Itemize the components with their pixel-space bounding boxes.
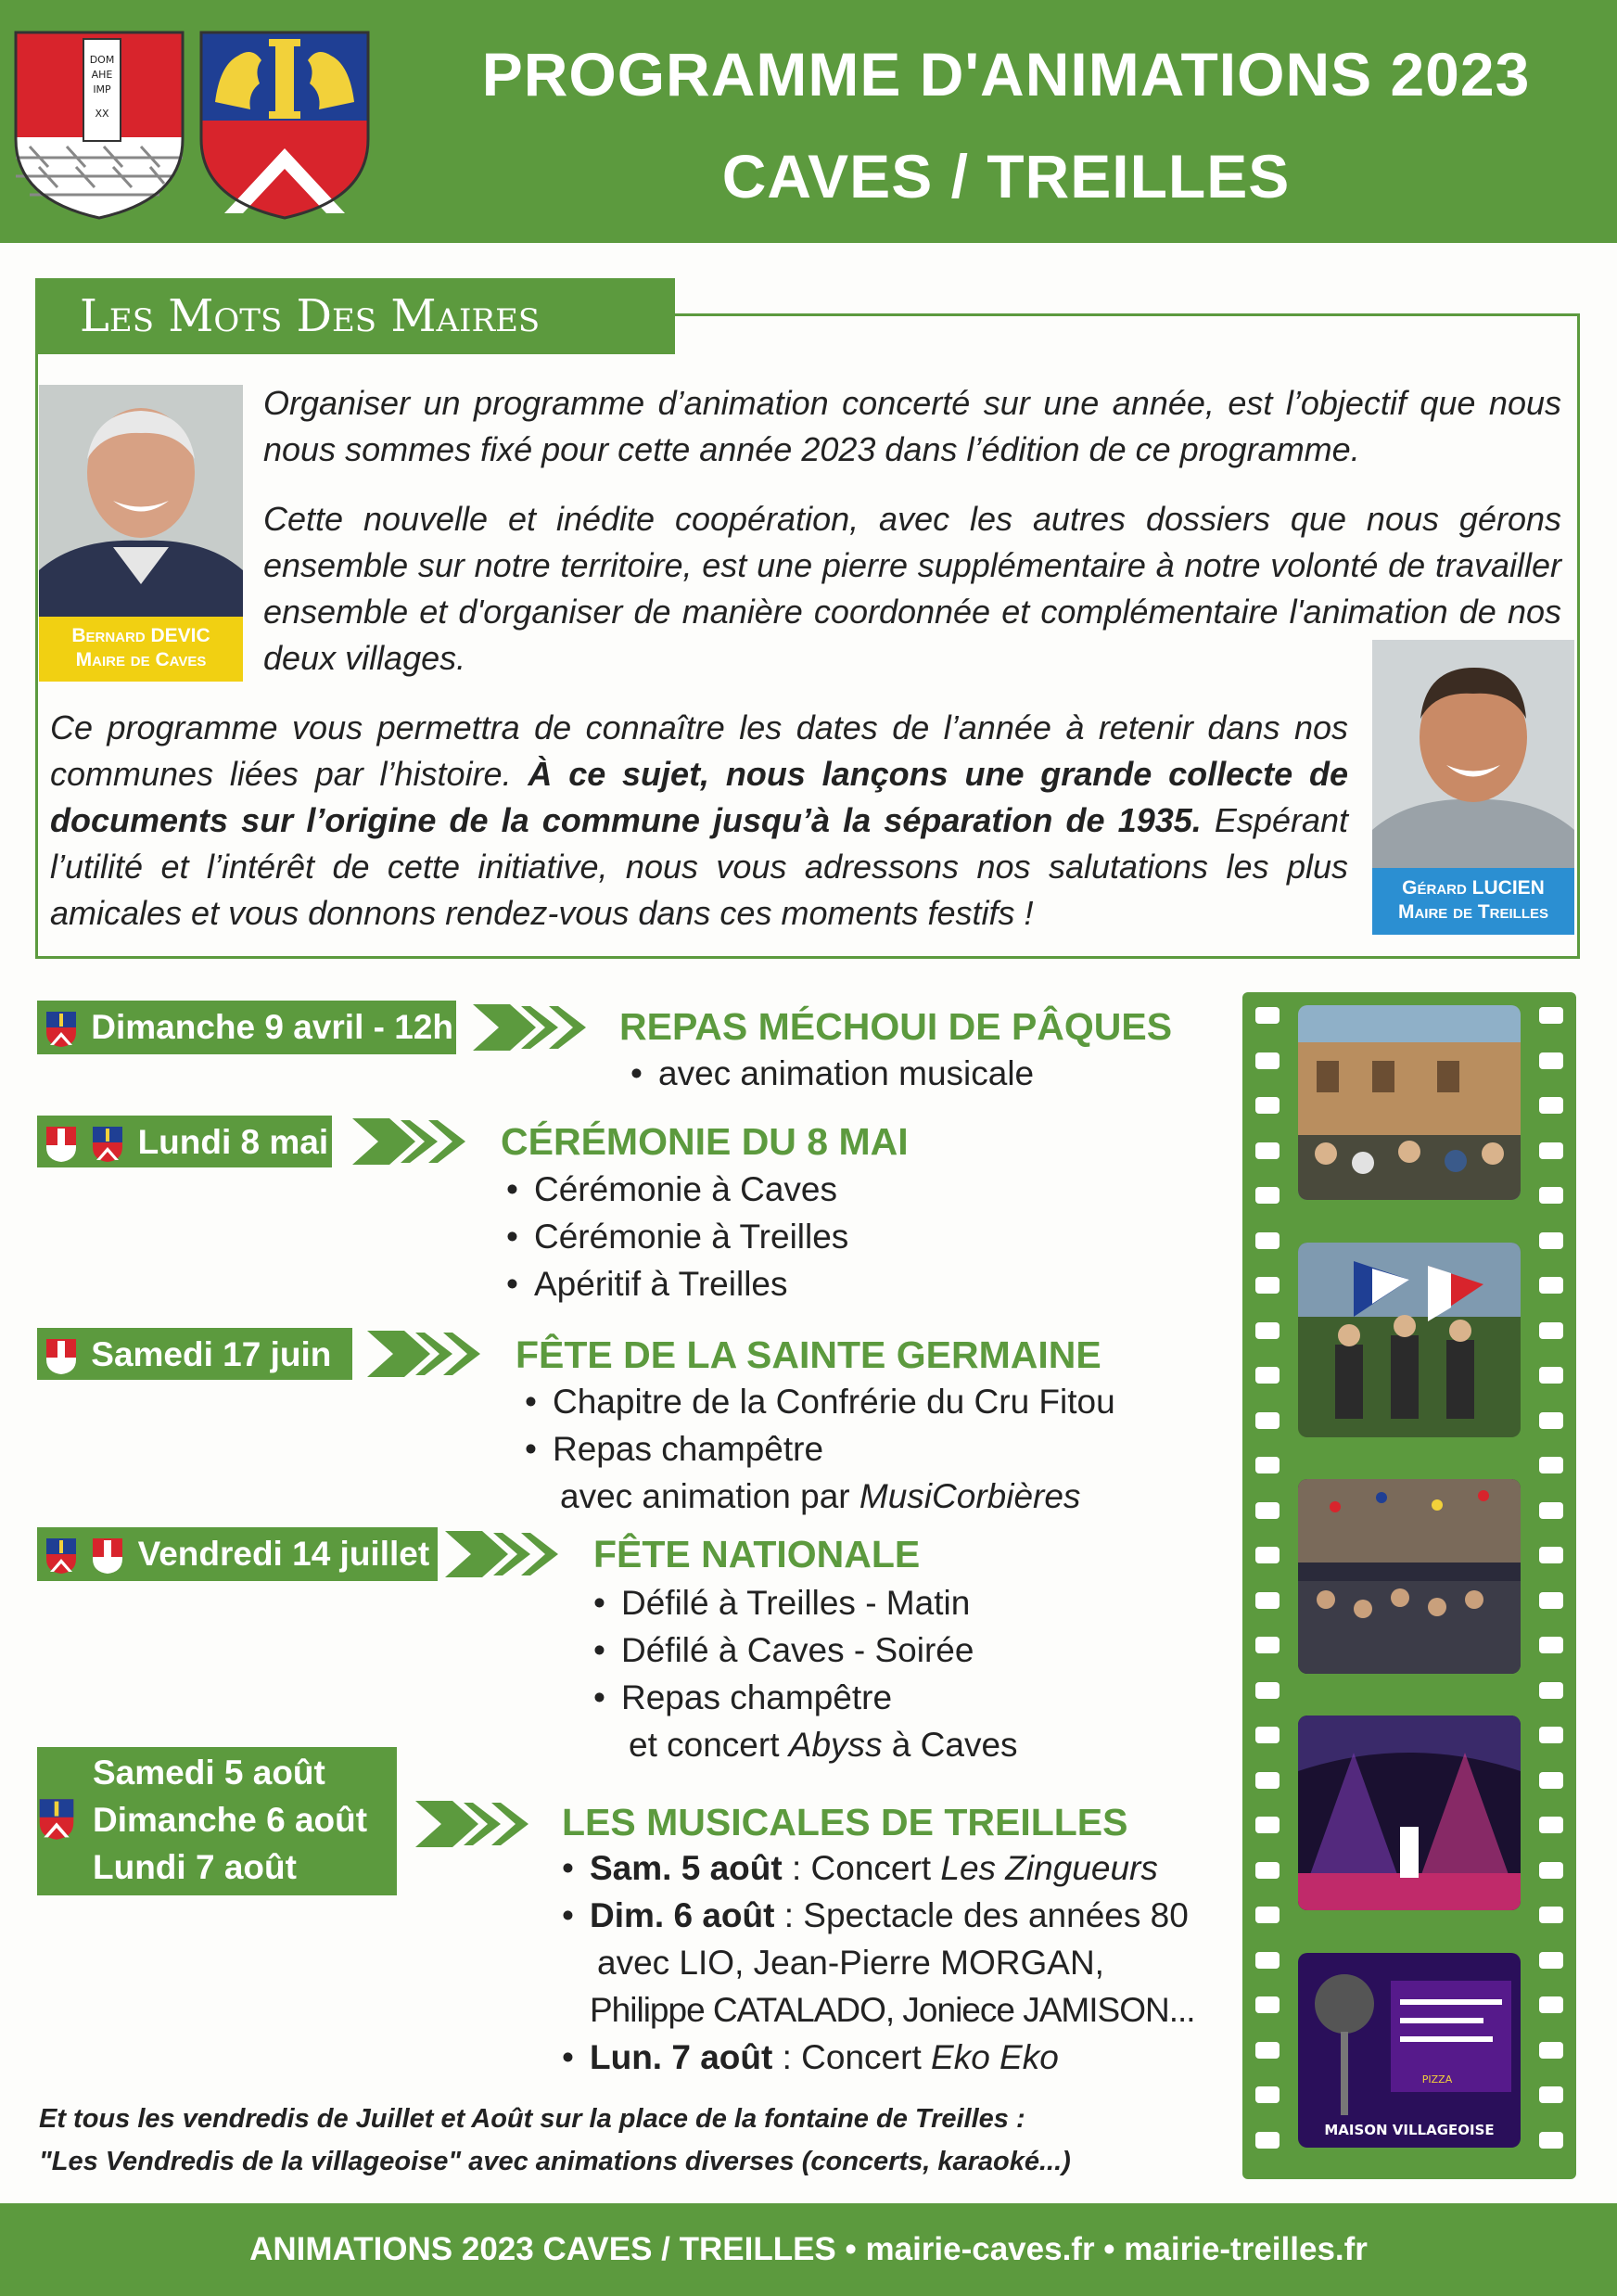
- film-sprocket-hole: [1255, 1637, 1280, 1653]
- film-sprocket-hole: [1539, 1996, 1563, 2013]
- mayor2-name: Gérard LUCIEN: [1402, 877, 1545, 899]
- film-sprocket-hole: [1255, 1502, 1280, 1519]
- film-sprocket-hole: [1255, 1007, 1280, 1024]
- event4-item-3: • Repas champêtre: [593, 1674, 1018, 1721]
- film-photo-ceremony: [1298, 1243, 1521, 1437]
- event1-date-banner: [37, 1001, 456, 1054]
- mayor2-caption: [1372, 868, 1574, 935]
- event5-item-1: [562, 1844, 1195, 1892]
- film-sprocket-hole: [1539, 1322, 1563, 1339]
- event4-date-banner: [37, 1527, 438, 1581]
- film-sprocket-hole: [1539, 1637, 1563, 1653]
- footer-banner: ANIMATIONS 2023 CAVES / TREILLES • mairie-caves.fr • mairie-treilles.fr: [0, 2203, 1617, 2296]
- treilles-crest-icon: [91, 1125, 124, 1164]
- event3-cont-b: MusiCorbières: [859, 1477, 1081, 1515]
- header-banner: [0, 0, 1617, 243]
- film-sprocket-hole: [1539, 1187, 1563, 1204]
- event5-item-2: [562, 1892, 1195, 1939]
- friday-note: [39, 2098, 1207, 2183]
- event2-date-banner: [37, 1116, 332, 1167]
- event2-title: CÉRÉMONIE DU 8 MAI: [501, 1120, 909, 1163]
- event4-cont-c: à Caves: [882, 1726, 1018, 1764]
- caves-crest-icon: [45, 1337, 78, 1376]
- caves-crest-icon: [91, 1537, 124, 1575]
- event4-cont-a: et concert: [629, 1726, 789, 1764]
- page-title-line-1: PROGRAMME D'ANIMATIONS 2023: [481, 40, 1531, 108]
- event5-date-banner: [37, 1747, 397, 1895]
- mayors-paragraph-3a: Ce programme vous permettra de connaître les dates de l’année à retenir dans nos communes liées par l’histoire.: [50, 708, 1348, 793]
- event5-arrows-icon: [415, 1797, 545, 1851]
- event5-item-2-line-3: Philippe CATALADO, Joniece JAMISON...: [590, 1991, 1195, 2029]
- event4-item-3-continuation: [593, 1721, 1018, 1768]
- treilles-crest-logo: [197, 28, 373, 223]
- film-sprocket-hole: [1539, 1142, 1563, 1159]
- event4-title: FÊTE NATIONALE: [593, 1533, 921, 1575]
- film-sprocket-hole: [1255, 1097, 1280, 1114]
- event5-item-2-text: : Spectacle des années 80: [774, 1896, 1189, 1934]
- event5-item-2-date: Dim. 6 août: [590, 1896, 775, 1934]
- event5-item-1-text: : Concert: [782, 1849, 941, 1887]
- film-sprocket-hole: [1255, 1727, 1280, 1743]
- mayors-paragraph-3c: Espérant l’utilité et l’intérêt de cette initiative, nous vous adressons nos salutations les plus amicales et vous donnons rendez-vous dans ces moments festifs !: [50, 801, 1348, 932]
- event5-item-2-line-2: avec LIO, Jean-Pierre MORGAN,: [597, 1944, 1104, 1982]
- film-sprocket-hole: [1539, 1412, 1563, 1429]
- film-sprocket-hole: [1539, 1502, 1563, 1519]
- mayor2-role: Maire de Treilles: [1397, 901, 1548, 923]
- film-sprocket-hole: [1539, 1592, 1563, 1609]
- event1-date: Dimanche 9 avril - 12h: [91, 1008, 454, 1046]
- film-sprocket-hole: [1255, 1367, 1280, 1384]
- event4-list: [593, 1579, 1018, 1768]
- event4-date: Vendredi 14 juillet: [137, 1535, 430, 1573]
- film-sprocket-hole: [1539, 1907, 1563, 1923]
- event5-item-3: [562, 2034, 1195, 2081]
- film-sprocket-hole: [1539, 1952, 1563, 1969]
- mayor1-role: Maire de Caves: [75, 649, 207, 670]
- film-sprocket-hole: [1255, 1322, 1280, 1339]
- film-sprocket-hole: [1539, 1772, 1563, 1789]
- crest-text-3: IMP: [93, 83, 111, 96]
- event2-arrows-icon: [352, 1115, 482, 1168]
- mayors-words-heading: Les Mots Des Maires: [35, 278, 675, 354]
- treilles-crest-icon: [45, 1010, 78, 1049]
- event5-list: [562, 1844, 1195, 2081]
- film-sprocket-hole: [1539, 1097, 1563, 1114]
- event5-item-1-artist: Les Zingueurs: [940, 1849, 1158, 1887]
- event5-item-3-text: : Concert: [772, 2038, 932, 2076]
- film-photo-easter-lunch: [1298, 1005, 1521, 1200]
- film-sprocket-hole: [1539, 1727, 1563, 1743]
- event1-arrows-icon: [473, 1001, 603, 1054]
- poster-pizza-text: PIZZA: [1421, 2073, 1453, 2086]
- crest-text-4: XX: [95, 108, 109, 120]
- mayors-paragraph-3: [50, 705, 1348, 937]
- friday-note-line-1: Et tous les vendredis de Juillet et Août sur la place de la fontaine de Treilles :: [39, 2104, 1025, 2134]
- film-sprocket-hole: [1539, 1817, 1563, 1833]
- film-sprocket-hole: [1255, 1682, 1280, 1699]
- event2-date: Lundi 8 mai: [137, 1123, 329, 1161]
- film-sprocket-hole: [1255, 1457, 1280, 1473]
- crest-text-2: AHE: [91, 69, 113, 81]
- film-sprocket-hole: [1539, 1457, 1563, 1473]
- film-sprocket-hole: [1255, 1052, 1280, 1069]
- event3-title: FÊTE DE LA SAINTE GERMAINE: [516, 1333, 1101, 1376]
- treilles-crest-icon: [45, 1537, 78, 1575]
- event1-title: REPAS MÉCHOUI DE PÂQUES: [619, 1005, 1173, 1048]
- film-sprocket-hole: [1539, 2086, 1563, 2103]
- poster-title-text: MAISON VILLAGEOISE: [1324, 2122, 1495, 2138]
- event3-item-2: • Repas champêtre: [525, 1425, 1115, 1473]
- film-sprocket-hole: [1255, 1592, 1280, 1609]
- film-sprocket-hole: [1255, 1547, 1280, 1563]
- caves-crest-icon: [45, 1125, 78, 1164]
- mayor1-photo: [39, 385, 243, 617]
- film-sprocket-hole: [1539, 1232, 1563, 1249]
- film-sprocket-hole: [1539, 1682, 1563, 1699]
- film-sprocket-hole: [1539, 1052, 1563, 1069]
- event4-item-1: • Défilé à Treilles - Matin: [593, 1579, 1018, 1626]
- event3-item-2-continuation: [525, 1473, 1115, 1520]
- film-sprocket-hole: [1255, 1412, 1280, 1429]
- event2-list: [506, 1166, 848, 1307]
- event2-item-3: • Apéritif à Treilles: [506, 1260, 848, 1307]
- film-sprocket-hole: [1255, 2086, 1280, 2103]
- event4-cont-b: Abyss: [788, 1726, 883, 1764]
- mayor1-name: Bernard DEVIC: [71, 625, 210, 646]
- mayors-paragraph-2: Cette nouvelle et inédite coopération, avec les autres dossiers que nous gérons ensemble sur notre territoire, est une pierre supplémentaire à notre volonté de travailler ensemble et d'organiser de manière coordonnée et complémentaire l'animation de nos deux villages.: [263, 500, 1561, 677]
- film-sprocket-hole: [1539, 1547, 1563, 1563]
- film-sprocket-hole: [1255, 1187, 1280, 1204]
- event3-item-1: • Chapitre de la Confrérie du Cru Fitou: [525, 1378, 1115, 1425]
- film-sprocket-hole: [1255, 1907, 1280, 1923]
- event5-item-1-date: Sam. 5 août: [590, 1849, 783, 1887]
- film-sprocket-hole: [1255, 1772, 1280, 1789]
- film-sprocket-hole: [1255, 2132, 1280, 2149]
- film-photo-villageoise-poster: [1298, 1953, 1521, 2148]
- event5-title: LES MUSICALES DE TREILLES: [562, 1801, 1128, 1843]
- event1-item-1: • avec animation musicale: [630, 1050, 1034, 1097]
- event5-item-3-date: Lun. 7 août: [590, 2038, 773, 2076]
- event2-item-2: • Cérémonie à Treilles: [506, 1213, 848, 1260]
- event5-dates: [93, 1749, 367, 1891]
- event3-date: Samedi 17 juin: [91, 1335, 332, 1373]
- film-sprocket-hole: [1539, 1007, 1563, 1024]
- film-sprocket-hole: [1255, 1232, 1280, 1249]
- film-sprocket-hole: [1255, 1862, 1280, 1879]
- event1-list: [630, 1050, 1034, 1097]
- event3-list: [525, 1378, 1115, 1520]
- event5-date-2: Dimanche 6 août: [93, 1801, 368, 1839]
- page-title-line-2: CAVES / TREILLES: [721, 142, 1291, 210]
- film-sprocket-hole: [1255, 1996, 1280, 2013]
- film-sprocket-hole: [1255, 1277, 1280, 1294]
- event4-arrows-icon: [445, 1527, 575, 1581]
- film-sprocket-hole: [1255, 1952, 1280, 1969]
- photo-film-strip: [1242, 992, 1576, 2179]
- event5-date-3: Lundi 7 août: [93, 1848, 297, 1886]
- film-photo-concert: [1298, 1716, 1521, 1910]
- film-sprocket-hole: [1539, 1277, 1563, 1294]
- mayors-paragraph-3-bold: À ce sujet, nous lançons une grande collecte de documents sur l’origine de la commune jusqu’à la séparation de 1935.: [50, 755, 1348, 839]
- crest-text-1: DOM: [89, 54, 115, 66]
- film-sprocket-hole: [1539, 2132, 1563, 2149]
- film-sprocket-hole: [1255, 2042, 1280, 2059]
- event2-item-1: • Cérémonie à Caves: [506, 1166, 848, 1213]
- event3-cont-a: avec animation par: [560, 1477, 859, 1515]
- mayors-paragraph-1: Organiser un programme d’animation concerté sur une année, est l’objectif que nous nous sommes fixé pour cette année 2023 dans l’édition de ce programme.: [263, 384, 1561, 468]
- film-sprocket-hole: [1539, 1862, 1563, 1879]
- mayor1-caption: [39, 617, 243, 682]
- film-sprocket-hole: [1255, 1817, 1280, 1833]
- film-sprocket-hole: [1255, 1142, 1280, 1159]
- event3-date-banner: [37, 1328, 352, 1380]
- film-photo-national-day: [1298, 1479, 1521, 1674]
- event5-date-1: Samedi 5 août: [93, 1754, 325, 1792]
- treilles-crest-icon: [37, 1797, 76, 1842]
- event4-item-2: • Défilé à Caves - Soirée: [593, 1626, 1018, 1674]
- event5-item-3-artist: Eko Eko: [931, 2038, 1059, 2076]
- film-sprocket-hole: [1539, 2042, 1563, 2059]
- event3-arrows-icon: [367, 1327, 497, 1381]
- caves-crest-logo: [11, 28, 187, 223]
- film-sprocket-hole: [1539, 1367, 1563, 1384]
- friday-note-line-2: "Les Vendredis de la villageoise" avec animations diverses (concerts, karaoké...): [39, 2147, 1071, 2176]
